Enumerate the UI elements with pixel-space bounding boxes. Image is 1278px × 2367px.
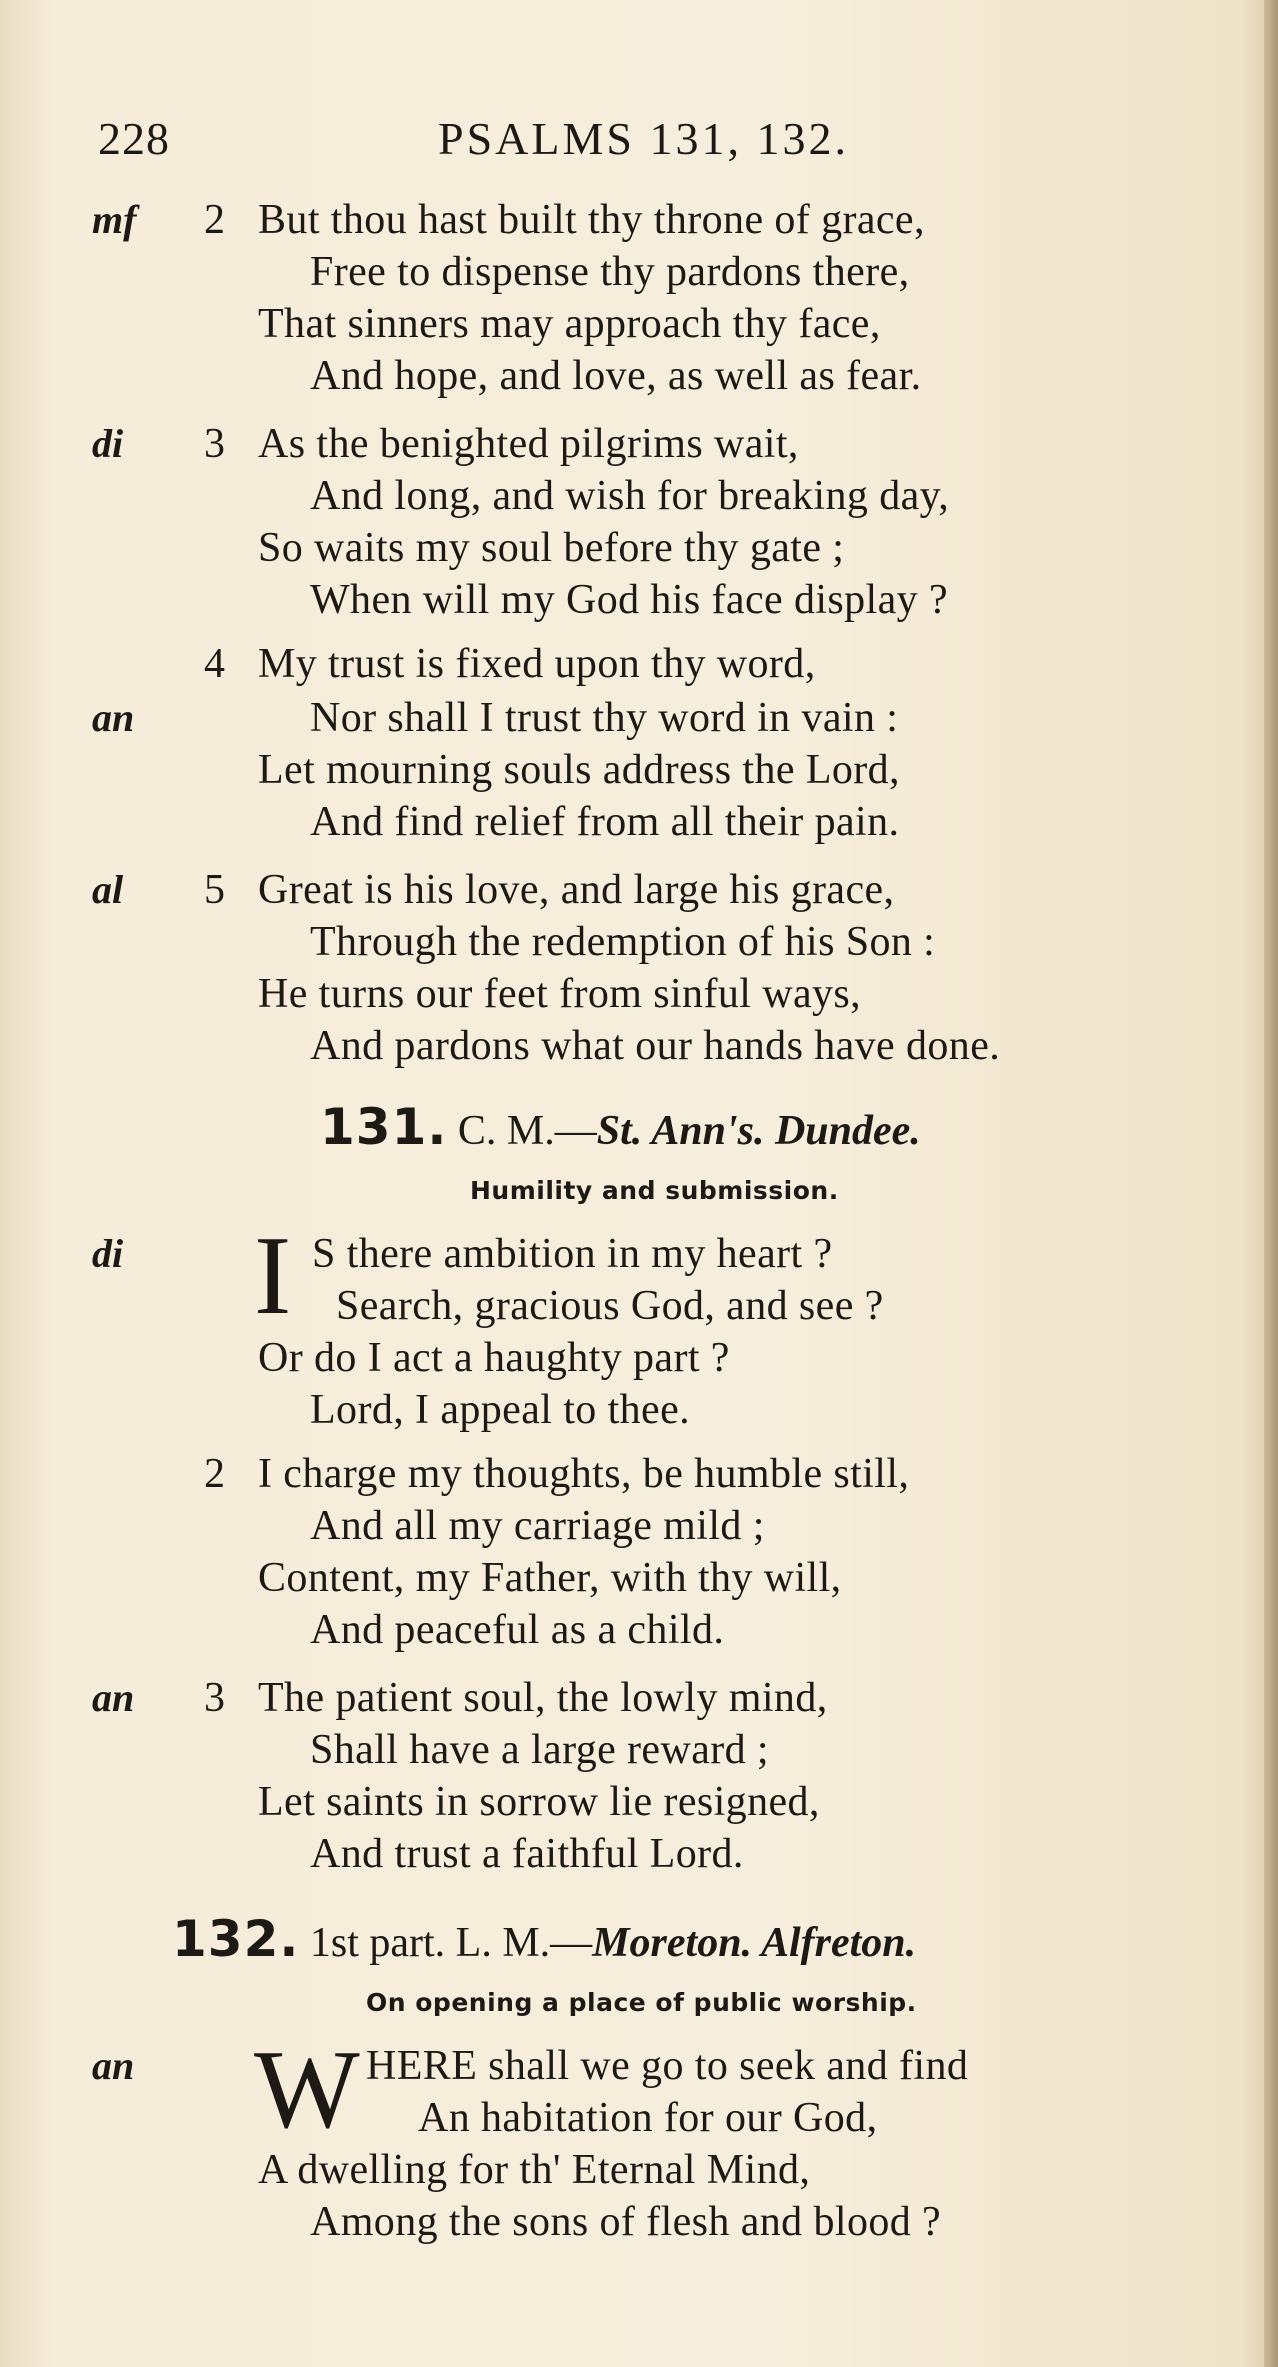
- drop-cap: W: [254, 2028, 360, 2152]
- verse-line: That sinners may approach thy face,: [258, 301, 881, 347]
- verse-line: As the benighted pilgrims wait,: [258, 421, 799, 467]
- verse-line: He turns our feet from sinful ways,: [258, 971, 862, 1017]
- verse-line: So waits my soul before thy gate ;: [258, 525, 845, 571]
- verse-line: A dwelling for th' Eternal Mind,: [258, 2147, 811, 2193]
- hymn-subtitle: Humility and submission.: [470, 1176, 839, 1205]
- verse-line: Or do I act a haughty part ?: [258, 1335, 730, 1381]
- dynamic-mark: an: [92, 2043, 135, 2088]
- running-head: PSALMS 131, 132.: [438, 113, 849, 164]
- hymn-number: 131.: [320, 1098, 448, 1156]
- verse-line: And peaceful as a child.: [310, 1607, 725, 1653]
- stanza-number: 4: [204, 641, 225, 687]
- verse-line: And find relief from all their pain.: [310, 799, 900, 845]
- hymn-tunes: Moreton. Alfreton.: [592, 1920, 917, 1966]
- verse-line: Nor shall I trust thy word in vain :: [310, 695, 899, 741]
- hymn-subtitle: On opening a place of public worship.: [366, 1988, 917, 2017]
- verse-line: Content, my Father, with thy will,: [258, 1555, 842, 1601]
- stanza-number: 3: [204, 1675, 225, 1721]
- dynamic-mark: an: [92, 695, 135, 740]
- stanza-number: 3: [204, 421, 225, 467]
- drop-cap: I: [254, 1214, 292, 1338]
- verse-line: I charge my thoughts, be humble still,: [258, 1451, 910, 1497]
- verse-line: When will my God his face display ?: [310, 577, 949, 623]
- verse-line: And hope, and love, as well as fear.: [310, 353, 922, 399]
- stanza-number: 2: [204, 1451, 225, 1497]
- verse-line: An habitation for our God,: [418, 2095, 878, 2141]
- hymn-heading: [172, 1910, 916, 1968]
- page-number: 228: [98, 113, 170, 164]
- page-edge: [1264, 0, 1278, 2367]
- verse-line: Search, gracious God, and see ?: [336, 1283, 884, 1329]
- page-header: [98, 112, 1218, 172]
- verse-line: Free to dispense thy pardons there,: [310, 249, 910, 295]
- verse-line: Let saints in sorrow lie resigned,: [258, 1779, 820, 1825]
- stanza-number: 2: [204, 197, 225, 243]
- dynamic-mark: al: [92, 867, 124, 912]
- verse-line: Great is his love, and large his grace,: [258, 867, 895, 913]
- dynamic-mark: mf: [92, 197, 137, 242]
- dynamic-mark: di: [92, 421, 124, 466]
- hymn-heading: [320, 1098, 921, 1156]
- verse-line: HERE shall we go to seek and find: [366, 2043, 969, 2089]
- verse-line: And trust a faithful Lord.: [310, 1831, 744, 1877]
- verse-line: Lord, I appeal to thee.: [310, 1387, 691, 1433]
- stanza-number: 5: [204, 867, 225, 913]
- verse-line: Among the sons of flesh and blood ?: [310, 2199, 942, 2245]
- verse-line: But thou hast built thy throne of grace,: [258, 197, 925, 243]
- verse-line: S there ambition in my heart ?: [312, 1231, 833, 1277]
- verse-line: Through the redemption of his Son :: [310, 919, 936, 965]
- verse-line: The patient soul, the lowly mind,: [258, 1675, 828, 1721]
- dynamic-mark: an: [92, 1675, 135, 1720]
- hymn-number: 132.: [172, 1910, 300, 1968]
- verse-line: Shall have a large reward ;: [310, 1727, 769, 1773]
- verse-line: Let mourning souls address the Lord,: [258, 747, 900, 793]
- hymn-tunes: St. Ann's. Dundee.: [596, 1108, 921, 1154]
- verse-line: And pardons what our hands have done.: [310, 1023, 1001, 1069]
- hymn-meter: C. M.—: [457, 1108, 597, 1154]
- verse-line: And all my carriage mild ;: [310, 1503, 765, 1549]
- verse-line: And long, and wish for breaking day,: [310, 473, 950, 519]
- hymn-part-meter: 1st part. L. M.—: [309, 1920, 593, 1966]
- dynamic-mark: di: [92, 1231, 124, 1276]
- verse-line: My trust is fixed upon thy word,: [258, 641, 816, 687]
